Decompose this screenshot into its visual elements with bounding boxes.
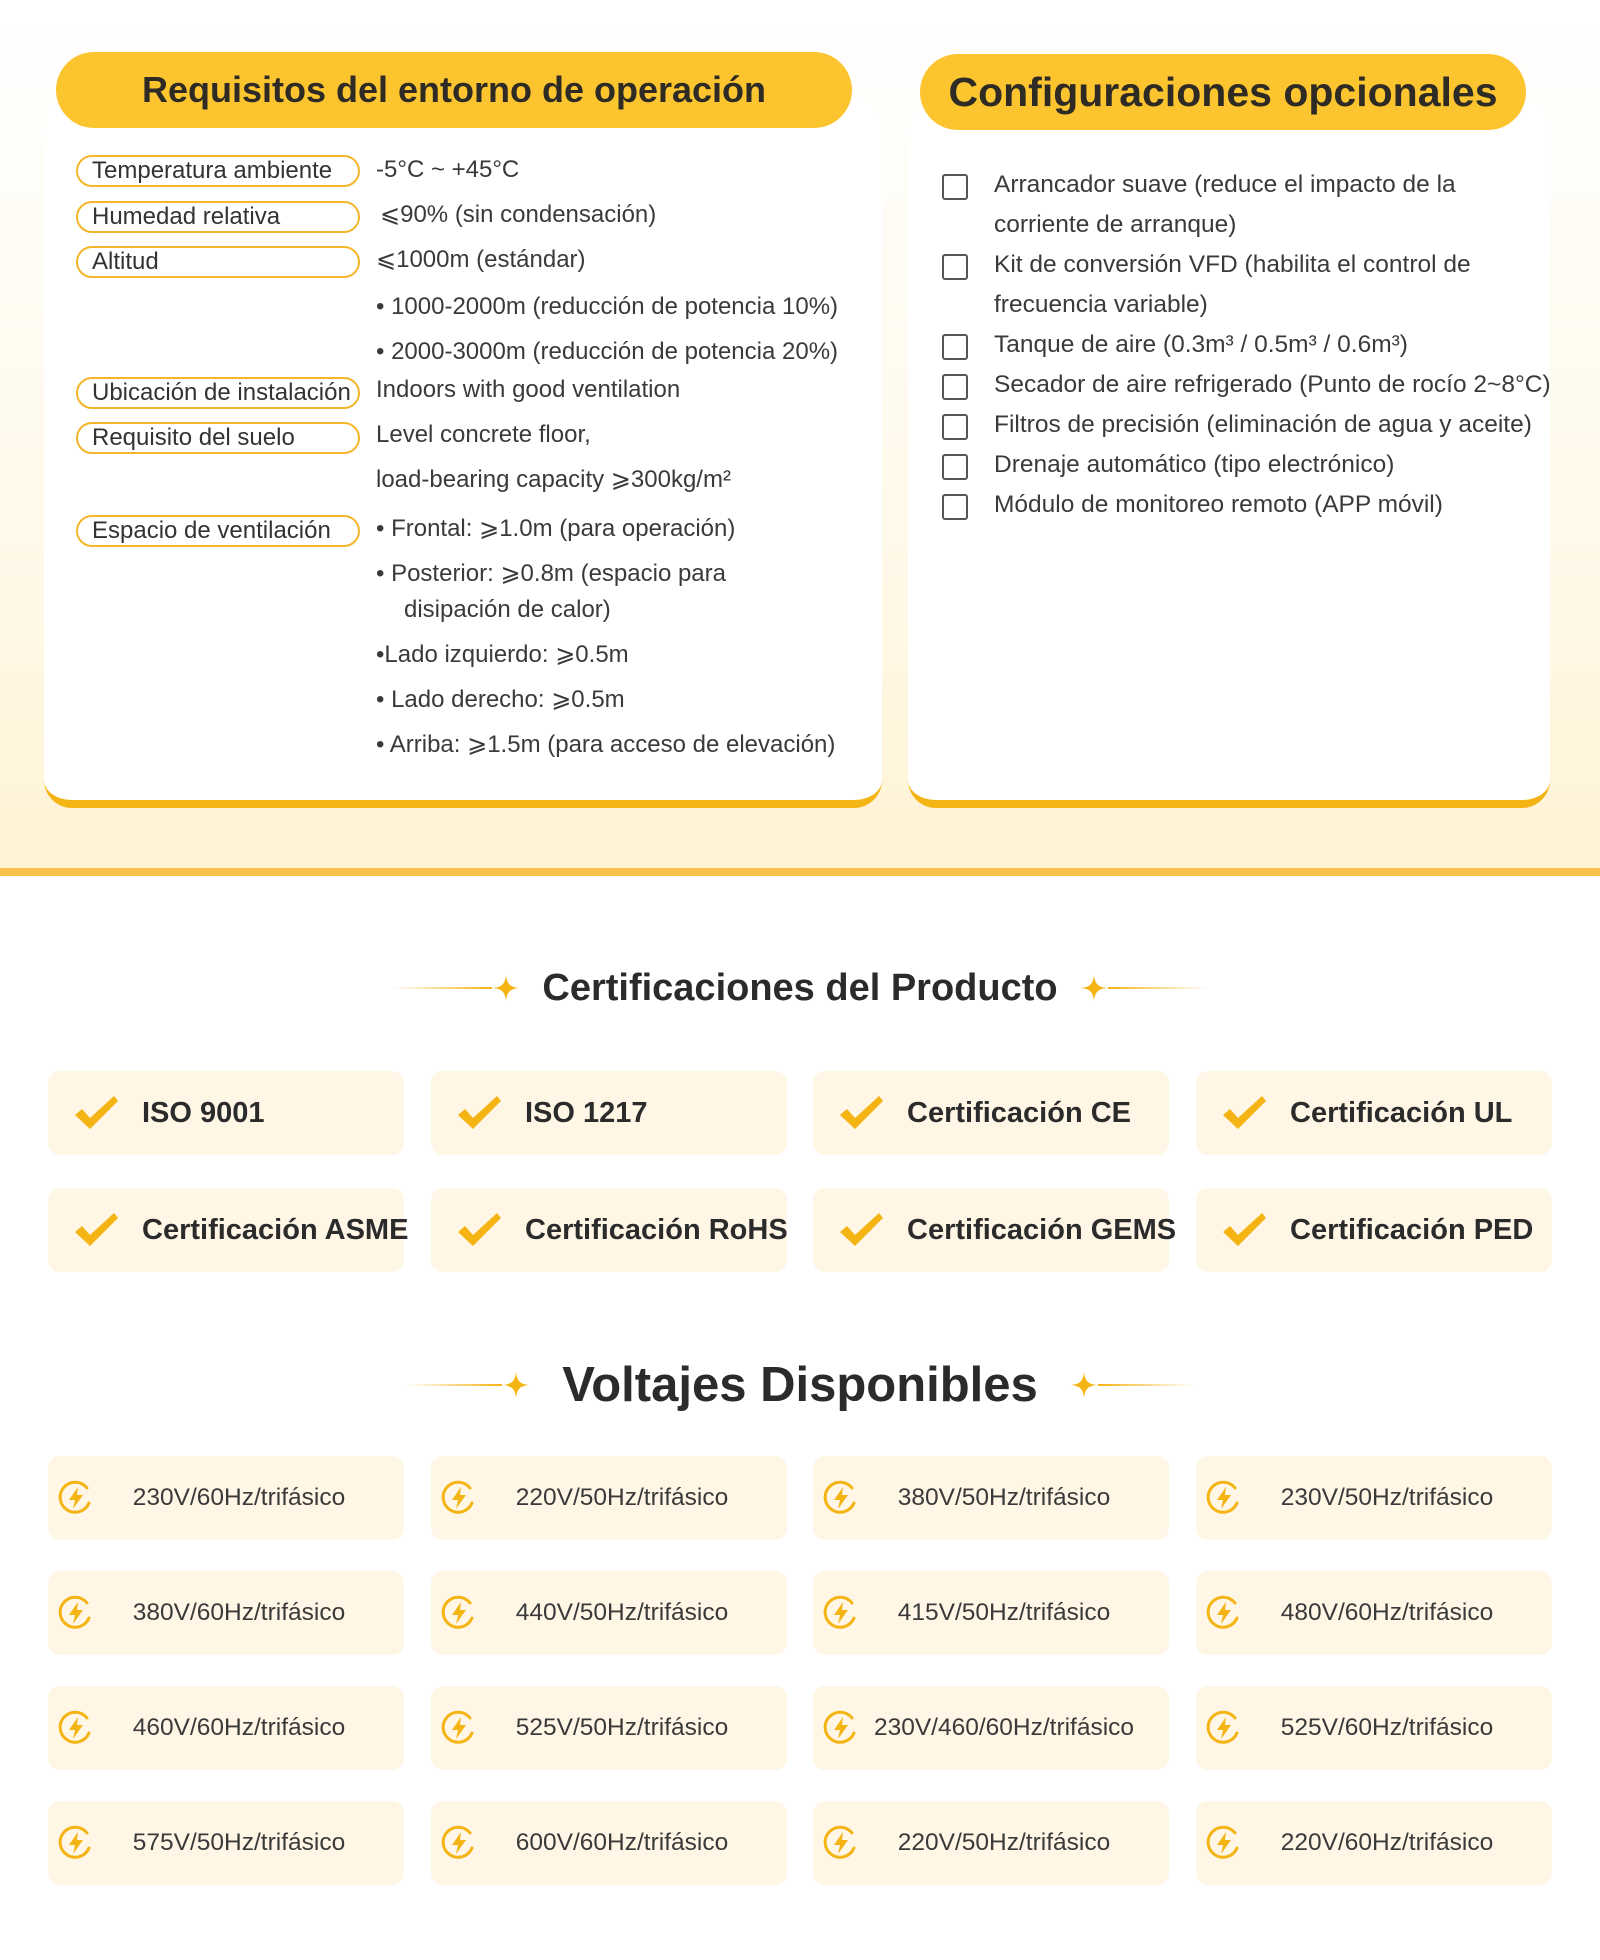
check-icon [837,1210,885,1250]
label-location: Ubicación de instalación [76,377,360,409]
check-icon [72,1210,120,1250]
voltage-label: 220V/50Hz/trifásico [897,1829,1111,1856]
option-label: Tanque de aire (0.3m³ / 0.5m³ / 0.6m³) [994,331,1408,358]
voltage-tile [431,1801,787,1885]
label-humidity: Humedad relativa [76,201,360,233]
check-icon [1220,1210,1268,1250]
value-vent-front: • Frontal: ⩾1.0m (para operación) [376,515,736,542]
certification-tile [431,1071,787,1155]
voltage-label: 230V/60Hz/trifásico [132,1484,346,1511]
lightning-bolt-icon [441,1480,477,1516]
lightning-bolt-icon [441,1595,477,1631]
voltage-label: 575V/50Hz/trifásico [132,1829,346,1856]
voltage-label: 480V/60Hz/trifásico [1280,1599,1494,1626]
voltage-tile [431,1571,787,1655]
lightning-bolt-icon [58,1710,94,1746]
voltage-label: 380V/60Hz/trifásico [132,1599,346,1626]
voltage-tile [431,1456,787,1540]
voltage-label: 230V/460/60Hz/trifásico [873,1714,1135,1741]
voltage-tile [813,1456,1169,1540]
voltage-tile [48,1456,404,1540]
option-precision-filters[interactable] [942,410,1532,445]
option-label: Secador de aire refrigerado (Punto de rocío 2~8°C) [994,371,1551,398]
certification-label: ISO 9001 [142,1096,265,1129]
voltage-tile [1196,1456,1552,1540]
voltage-label: 525V/50Hz/trifásico [515,1714,729,1741]
check-icon [1220,1093,1268,1133]
value-temperature: -5°C ~ +45°C [376,156,520,183]
options-title: Configuraciones opcionales [920,54,1526,130]
certification-label: Certificación CE [907,1096,1131,1129]
voltage-tile [48,1571,404,1655]
certification-label: Certificación PED [1290,1213,1534,1246]
check-icon [72,1093,120,1133]
voltage-tile [1196,1686,1552,1770]
voltages-title: Voltajes Disponibles [562,1358,1038,1412]
certifications-title: Certificaciones del Producto [542,966,1058,1009]
option-label: Arrancador suave (reduce el impacto de la corriente de arranque) [994,171,1456,238]
heading-line [406,1384,502,1386]
checkbox-icon[interactable] [942,334,968,360]
option-air-tank[interactable] [942,330,1408,365]
voltage-label: 525V/60Hz/trifásico [1280,1714,1494,1741]
voltage-tile [813,1801,1169,1885]
voltage-label: 380V/50Hz/trifásico [897,1484,1111,1511]
lightning-bolt-icon [823,1710,859,1746]
lightning-bolt-icon [1206,1595,1242,1631]
label-ventilation: Espacio de ventilación [76,515,360,547]
value-floor-line-2: load-bearing capacity ⩾300kg/m² [376,466,731,493]
lightning-bolt-icon [1206,1480,1242,1516]
voltages-heading [0,1354,1600,1416]
section-divider [0,868,1600,876]
star-icon [502,1371,530,1399]
value-humidity: ⩽90% (sin condensación) [380,201,657,228]
option-label: Módulo de monitoreo remoto (APP móvil) [994,491,1443,518]
check-icon [455,1093,503,1133]
certification-label: Certificación UL [1290,1096,1513,1129]
certification-tile [813,1071,1169,1155]
option-label: Filtros de precisión (eliminación de agua y aceite) [994,411,1532,438]
voltage-tile [1196,1571,1552,1655]
voltage-label: 415V/50Hz/trifásico [897,1599,1111,1626]
voltage-tile [813,1571,1169,1655]
voltage-tile [431,1686,787,1770]
check-icon [837,1093,885,1133]
lightning-bolt-icon [58,1825,94,1861]
certification-tile [48,1188,409,1272]
option-soft-starter[interactable] [942,170,1514,245]
star-icon [1080,974,1108,1002]
checkbox-icon[interactable] [942,414,968,440]
environment-title: Requisitos del entorno de operación [56,52,852,128]
lightning-bolt-icon [58,1595,94,1631]
voltage-tile [48,1686,404,1770]
value-location: Indoors with good ventilation [376,376,681,403]
certification-tile [1196,1188,1552,1272]
value-altitude: ⩽1000m (estándar) [376,246,586,273]
voltage-label: 460V/60Hz/trifásico [132,1714,346,1741]
certifications-heading [0,960,1600,1016]
heading-line [392,987,492,989]
value-vent-top: • Arriba: ⩾1.5m (para acceso de elevación) [376,731,836,758]
value-vent-left: •Lado izquierdo: ⩾0.5m [376,641,629,668]
voltage-label: 600V/60Hz/trifásico [515,1829,729,1856]
checkbox-icon[interactable] [942,374,968,400]
lightning-bolt-icon [823,1825,859,1861]
lightning-bolt-icon [1206,1710,1242,1746]
value-altitude-bullet-2: • 2000-3000m (reducción de potencia 20%) [376,338,839,365]
lightning-bolt-icon [58,1480,94,1516]
option-auto-drain[interactable] [942,450,1394,485]
certification-label: Certificación GEMS [907,1213,1177,1246]
voltage-label: 220V/50Hz/trifásico [515,1484,729,1511]
star-icon [1070,1371,1098,1399]
voltage-tile [48,1801,404,1885]
lightning-bolt-icon [441,1710,477,1746]
voltage-label: 230V/50Hz/trifásico [1280,1484,1494,1511]
option-air-dryer[interactable] [942,370,1551,405]
lightning-bolt-icon [1206,1825,1242,1861]
option-remote-monitoring[interactable] [942,490,1443,525]
checkbox-icon[interactable] [942,174,968,200]
certification-label: Certificación ASME [142,1213,409,1246]
option-label: Drenaje automático (tipo electrónico) [994,451,1395,478]
value-floor-line-1: Level concrete floor, [376,421,591,448]
value-vent-rear-line-2: disipación de calor) [404,596,611,623]
heading-line [1098,1384,1194,1386]
option-vfd-kit[interactable] [942,250,1514,325]
value-vent-rear-line-1: • Posterior: ⩾0.8m (espacio para [376,560,726,587]
voltage-tile [813,1686,1169,1770]
certification-tile [813,1188,1177,1272]
voltage-tile [1196,1801,1552,1885]
lightning-bolt-icon [441,1825,477,1861]
certification-tile [1196,1071,1552,1155]
label-temperature: Temperatura ambiente [76,155,360,187]
lightning-bolt-icon [823,1480,859,1516]
check-icon [455,1210,503,1250]
checkbox-icon[interactable] [942,494,968,520]
certification-label: Certificación RoHS [525,1213,788,1246]
value-vent-right: • Lado derecho: ⩾0.5m [376,686,625,713]
certification-label: ISO 1217 [525,1096,648,1129]
label-altitude: Altitud [76,246,360,278]
voltage-label: 440V/50Hz/trifásico [515,1599,729,1626]
label-floor: Requisito del suelo [76,422,360,454]
checkbox-icon[interactable] [942,254,968,280]
option-label: Kit de conversión VFD (habilita el control de frecuencia variable) [994,251,1471,318]
value-altitude-bullet-1: • 1000-2000m (reducción de potencia 10%) [376,293,839,320]
voltage-label: 220V/60Hz/trifásico [1280,1829,1494,1856]
star-icon [492,974,520,1002]
certification-tile [431,1188,787,1272]
checkbox-icon[interactable] [942,454,968,480]
lightning-bolt-icon [823,1595,859,1631]
certification-tile [48,1071,404,1155]
heading-line [1108,987,1208,989]
